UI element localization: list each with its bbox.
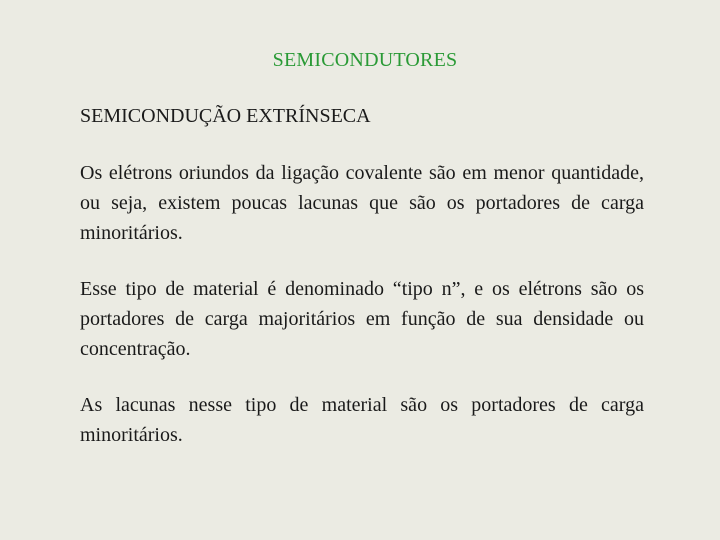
paragraph-3: As lacunas nesse tipo de material são os portadores de carga minoritários. bbox=[80, 394, 644, 446]
paragraph-2: Esse tipo de material é denominado “tipo n”, e os elétrons são os portadores de carga majoritários em função de sua densidade ou concentração. bbox=[80, 278, 644, 360]
paragraph-1: Os elétrons oriundos da ligação covalente são em menor quantidade, ou seja, existem poucas lacunas que são os portadores de carga minoritários. bbox=[80, 162, 644, 244]
slide-subtitle: SEMICONDUÇÃO EXTRÍNSECA bbox=[80, 105, 371, 127]
slide-title: SEMICONDUTORES bbox=[272, 49, 458, 71]
